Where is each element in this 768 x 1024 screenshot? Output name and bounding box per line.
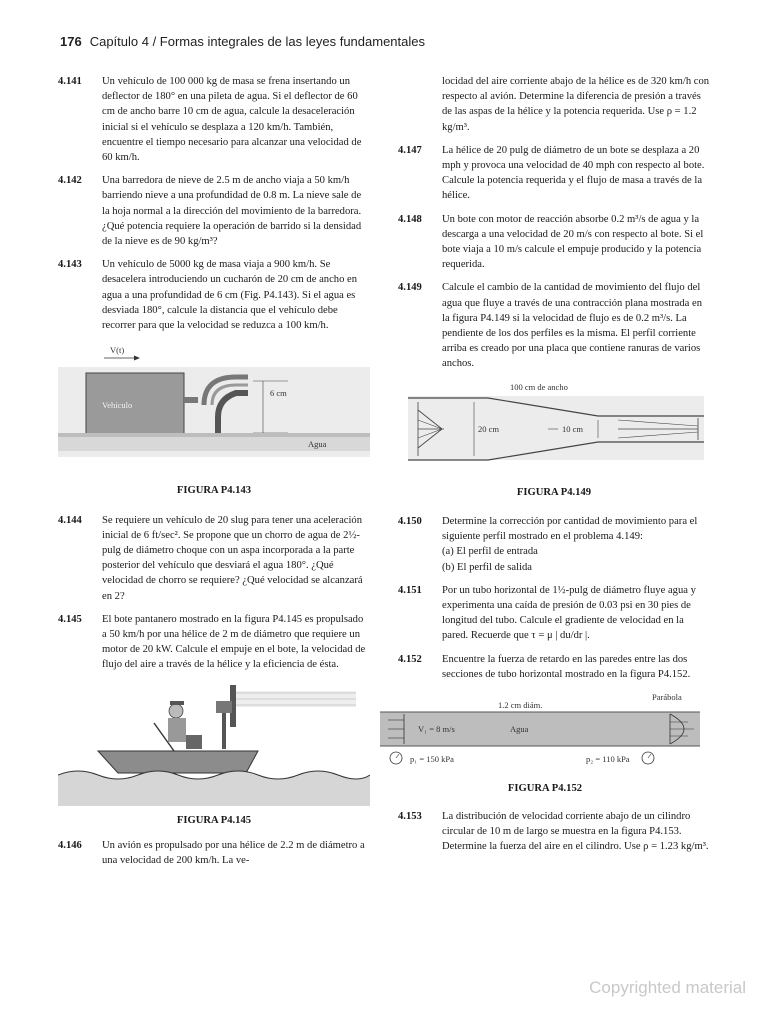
- figure-caption: FIGURA P4.152: [507, 783, 583, 795]
- diameter-label: 1.2 cm diám.: [498, 700, 543, 711]
- problem-text: Encuentre la fuerza de retardo en las paredes entre las dos secciones de tubo horizontal mostrado en la figura P4.152.: [442, 653, 691, 680]
- water-label: Agua: [308, 439, 327, 450]
- problem-number: 4.151: [398, 584, 422, 596]
- subpart-a: (a) El perfil de entrada: [442, 546, 538, 558]
- inlet-velocity-label: V₁ = 8 m/s: [418, 724, 455, 735]
- problem-number: 4.150: [398, 516, 422, 528]
- problem-text: La hélice de 20 pulg de diámetro de un bote se desplaza a 20 mph y provoca una velocidad de 40 mph con respecto al bote. Calcule la potencia requerida y el flujo de masa a través de la hélice.: [442, 144, 705, 202]
- problem-4-143: [58, 257, 370, 333]
- problem-number: 4.143: [58, 259, 82, 271]
- problem-number: 4.152: [398, 653, 422, 665]
- problem-4-150: [398, 514, 710, 575]
- problem-4-145: [58, 612, 370, 673]
- problem-text: Calcule el cambio de la cantidad de movimiento del flujo del agua que fluye a través de una contracción plana mostrada en la figura P4.149 si la velocidad de flujo es de 0.2 m³/s. La pendiente de los dos perfiles es la misma. El perfil corriente arriba es creado por una placa que contiene ranuras de varios anchos.: [442, 282, 703, 370]
- problem-4-146-continued: [398, 74, 710, 135]
- figure-p4-152: [380, 690, 710, 796]
- parabola-label: Parábola: [652, 692, 682, 703]
- pipe-flow-diagram: [380, 690, 710, 774]
- page-header: [60, 34, 425, 49]
- problem-number: 4.153: [398, 810, 422, 822]
- figure-p4-149: [398, 380, 710, 500]
- copyright-watermark: Copyrighted material: [589, 978, 746, 997]
- problem-4-149: [398, 280, 710, 371]
- problem-number: 4.145: [58, 613, 82, 625]
- boat-hull: [98, 751, 258, 773]
- problem-4-142: [58, 173, 370, 249]
- problem-number: 4.147: [398, 144, 422, 156]
- fluid-label: Agua: [510, 724, 529, 735]
- problem-text: Un avión es propulsado por una hélice de 2.2 m de diámetro a una velocidad de 200 km/h. La ve-: [102, 840, 365, 867]
- problem-text: Un vehículo de 5000 kg de masa viaja a 900 km/h. Se desacelera introduciendo un cucharón de 20 cm de ancho en agua a una profundidad de 6 cm (Fig. P4.143). Si el agua es desviada 180°, calcule la distancia que el vehículo debe recorrer para que la velocidad se reduzca a 100 km/h.: [102, 259, 358, 332]
- problem-number: 4.146: [58, 840, 82, 852]
- problem-number: 4.144: [58, 514, 82, 526]
- problem-text: locidad del aire corriente abajo de la hélice es de 320 km/h con respecto al avión. Determine la diferencia de presión a través de las aspas de la hélice y la potencia requerida. Use ρ = 1.2 kg/m³.: [442, 76, 710, 133]
- contraction-diagram: [398, 380, 710, 478]
- vehicle-label: Vehículo: [102, 400, 133, 411]
- problem-text: Un bote con motor de reacción absorbe 0.2 m³/s de agua y la descarga a una velocidad de 20 m/s con respecto al bote. Si el bote viaja a 10 m/s calcule el empuje producido y la potencia requerida.: [442, 213, 704, 271]
- problem-text: Determine la corrección por cantidad de movimiento para el siguiente perfil mostrado en el problema 4.149:: [442, 516, 698, 543]
- problem-4-153: [398, 809, 710, 855]
- problem-text: Una barredora de nieve de 2.5 m de ancho viaja a 50 km/h barriendo nieve a una profundidad de 0.8 m. La nieve sale de la hoja normal a la dirección del movimiento de la barredora. ¿Qué potencia requiere la operación de barrido si la densidad de la nieve es de 90 kg/m³?: [102, 175, 362, 248]
- left-column: [58, 74, 370, 877]
- width-label: 100 cm de ancho: [510, 381, 568, 392]
- velocity-label: V(t): [110, 345, 125, 356]
- problem-4-144: [58, 513, 370, 604]
- subpart-b: (b) El perfil de salida: [442, 561, 533, 573]
- right-column: [398, 74, 710, 862]
- vehicle-body: [86, 373, 184, 435]
- figure-p4-143: [58, 341, 370, 498]
- vehicle-scoop-diagram: [58, 341, 370, 476]
- figure-p4-145: [58, 681, 370, 828]
- airboat-diagram: [58, 681, 370, 806]
- problem-text: Por un tubo horizontal de 1½-pulg de diámetro fluye agua y experimenta una caída de presión de 0.03 psi en 30 pies de longitud del tubo. Calcule el gradiente de velocidad en la pared. Recuerde que τ = μ | du/dr |.: [442, 584, 696, 642]
- inlet-pressure-label: p₁ = 150 kPa: [410, 754, 454, 765]
- problem-number: 4.142: [58, 175, 82, 187]
- depth-label: 6 cm: [270, 388, 287, 399]
- problem-number: 4.141: [58, 76, 82, 87]
- problem-4-147: [398, 143, 710, 204]
- problem-text: La distribución de velocidad corriente abajo de un cilindro circular de 10 m de largo se muestra en la figura P4.153. Determine la fuerza del aire en el cilindro. Use ρ = 1.23 kg/m³.: [442, 810, 709, 852]
- problem-4-152: [398, 652, 710, 682]
- problem-number: 4.149: [398, 282, 422, 294]
- figure-caption: FIGURA P4.143: [176, 485, 252, 497]
- problem-text: Se requiere un vehículo de 20 slug para tener una aceleración inicial de 6 ft/sec². Se propone que un chorro de agua de 2½-pulg de diámetro choque con un aspa incorporada a la parte posterior del vehículo que desviará el agua 180°. ¿Qué velocidad de chorro se requiere? ¿Qué velocidad se alcanzará en 2?: [102, 514, 363, 602]
- figure-caption: FIGURA P4.149: [516, 486, 592, 498]
- figure-caption: FIGURA P4.145: [176, 814, 252, 826]
- problem-text: Un vehículo de 100 000 kg de masa se frena insertando un deflector de 180° en una pileta de agua. Si el deflector de 60 cm de ancho barre 10 cm de agua, calcule la desaceleración inicial si el vehículo se desplaza a 120 km/h. También, encuentre el tiempo necesario para alcanzar una velocidad de 60 km/h.: [102, 76, 362, 164]
- chapter-title: Capítulo 4 / Formas integrales de las leyes fundamentales: [89, 34, 425, 49]
- problem-text: El bote pantanero mostrado en la figura P4.145 es propulsado a 50 km/h por una hélice de 2 m de diámetro que requiere un motor de 20 kW. Calcule el empuje en el bote, la velocidad de flujo del aire a través de la hélice y la eficiencia de ésta.: [102, 613, 366, 671]
- problem-4-141: [58, 74, 370, 165]
- outlet-pressure-label: p₂ = 110 kPa: [586, 754, 630, 765]
- outlet-height-label: 10 cm: [562, 423, 584, 434]
- problem-number: 4.148: [398, 213, 422, 225]
- problem-4-151: [398, 583, 710, 644]
- problem-4-148: [398, 212, 710, 273]
- page-number: 176: [60, 34, 82, 49]
- problem-4-146: [58, 838, 370, 868]
- inlet-height-label: 20 cm: [478, 423, 500, 434]
